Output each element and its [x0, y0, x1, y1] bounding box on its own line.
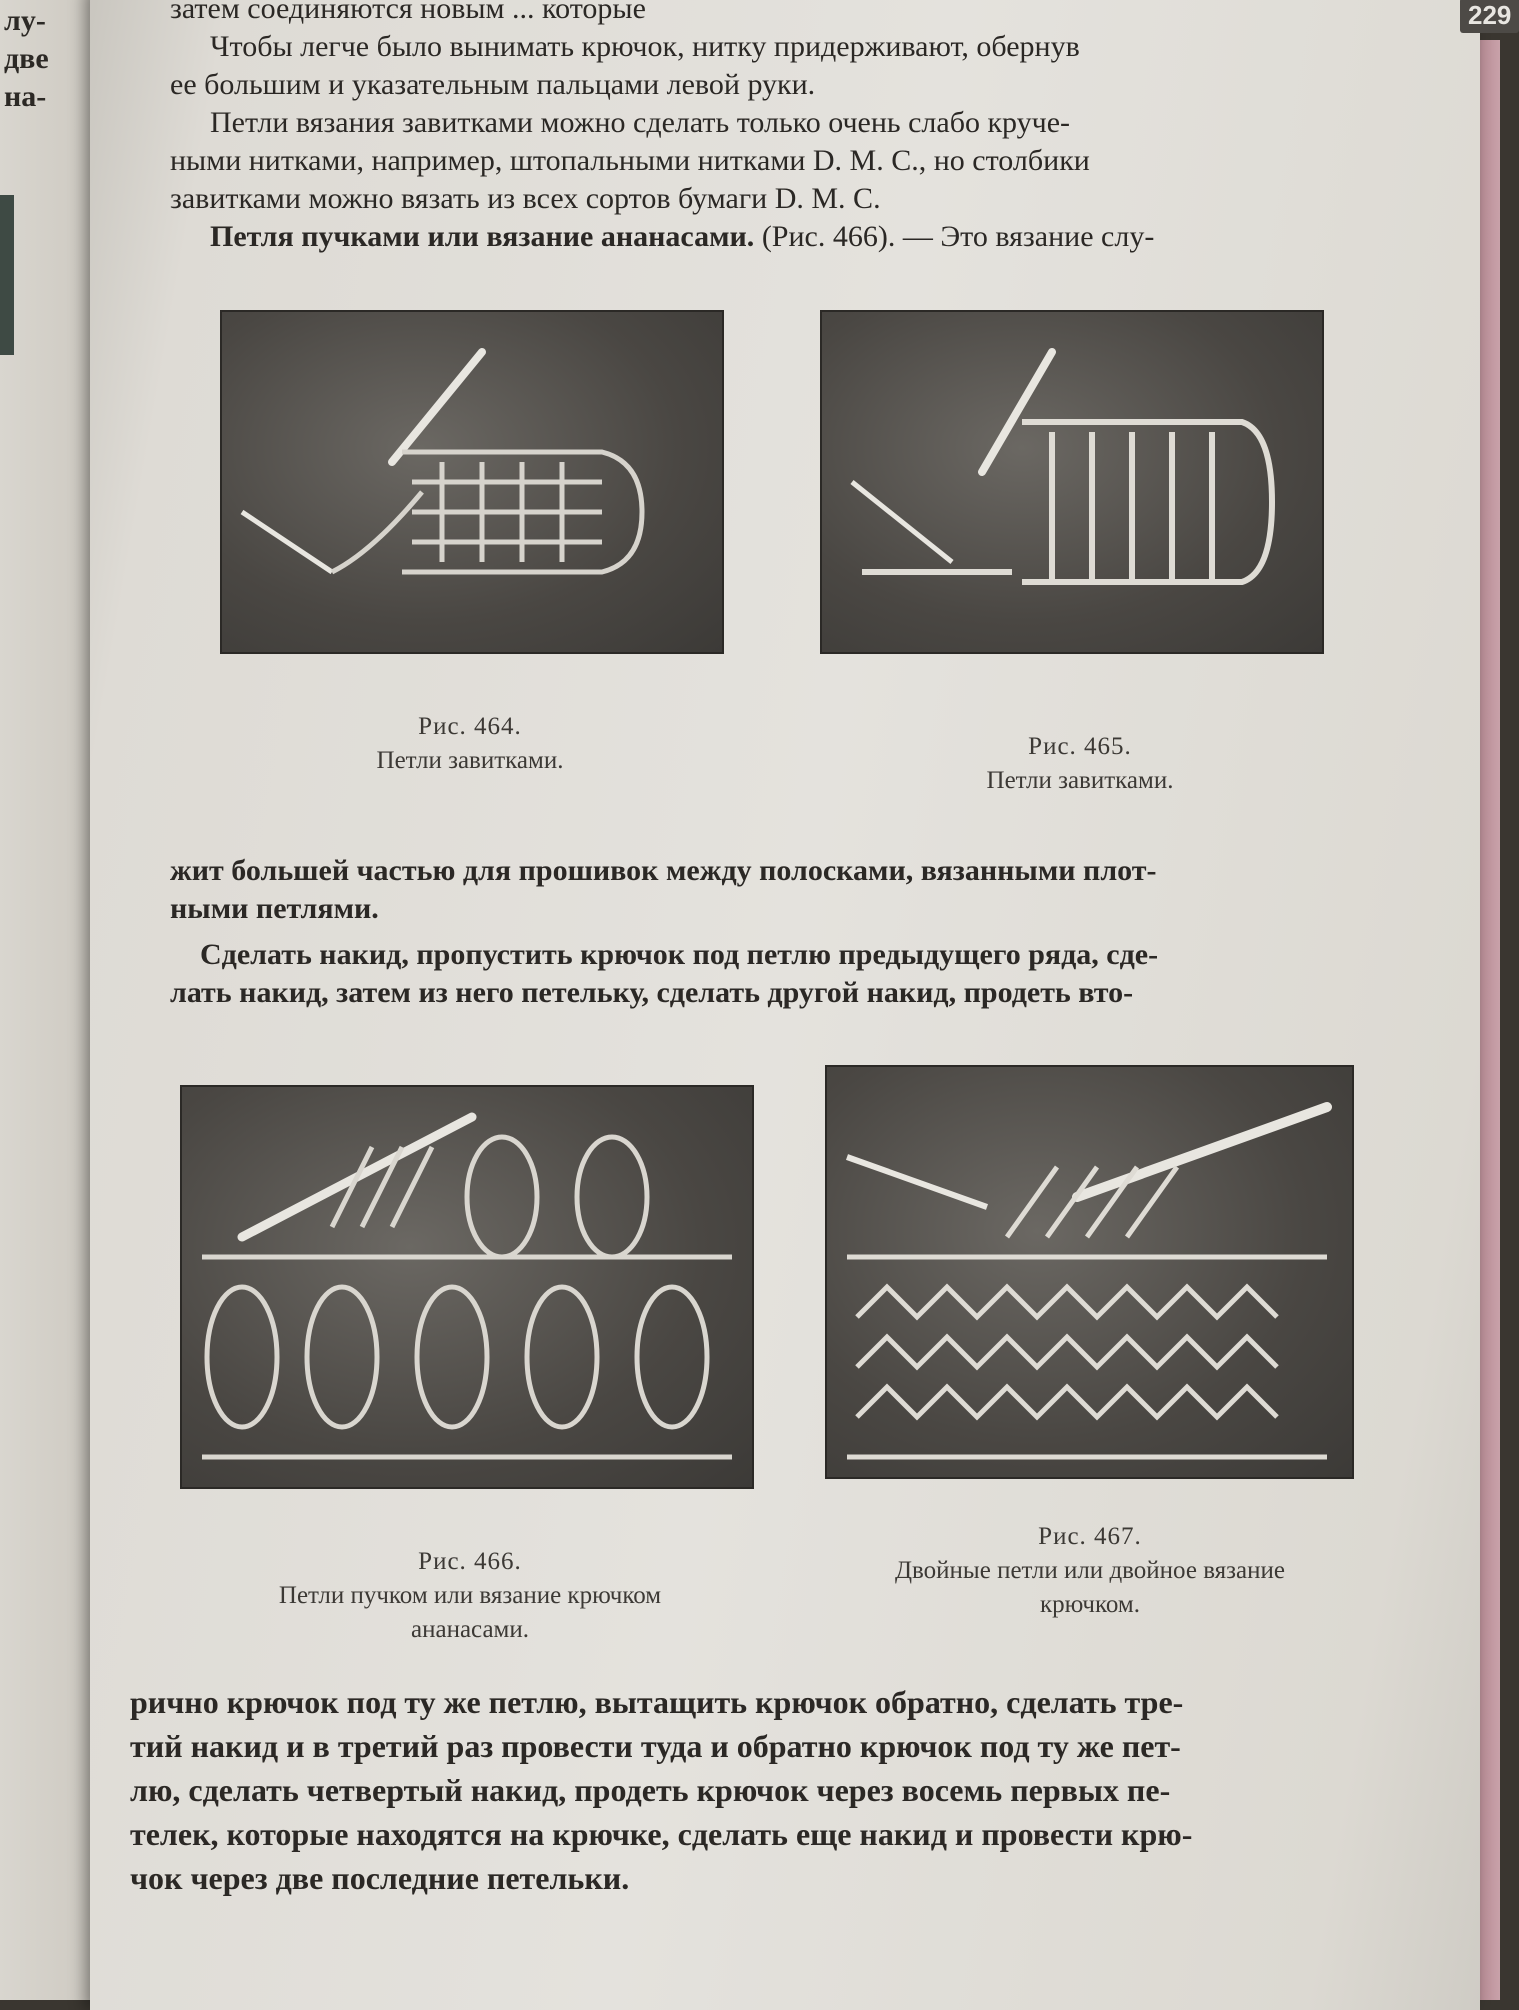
figure-466-image — [180, 1085, 754, 1489]
text-line: телек, которые находятся на крючке, сделать еще накид и провести крю- — [130, 1816, 1193, 1852]
book-page — [90, 0, 1512, 2010]
figure-number: Рис. 465. — [1028, 733, 1132, 760]
figure-466-caption — [150, 1545, 790, 1647]
left-page-fragment-2: две — [4, 42, 49, 75]
left-page-image-edge — [0, 195, 14, 355]
text-line: затем соединяются новым ... которые — [170, 0, 646, 25]
figure-number: Рис. 464. — [418, 713, 522, 740]
section-heading — [170, 218, 1450, 256]
section-heading-rest: (Рис. 466). — Это вязание слу- — [754, 220, 1155, 253]
middle-paragraphs — [170, 852, 1460, 1012]
figure-title: Петли завитками. — [986, 767, 1174, 794]
bottom-paragraph — [130, 1680, 1450, 1900]
figure-464-caption — [310, 710, 630, 778]
text-line: ее большим и указательным пальцами левой руки. — [170, 68, 816, 101]
text-line: Чтобы легче было вынимать крючок, нитку придерживают, обернув — [210, 30, 1080, 63]
crochet-swatch-illustration — [827, 1067, 1352, 1477]
figure-title: Двойные петли или двойное вязание — [894, 1557, 1285, 1584]
figure-465-image — [820, 310, 1324, 654]
text-line: Сделать накид, пропустить крючок под петлю предыдущего ряда, сде- — [200, 938, 1159, 971]
crochet-swatch-illustration — [222, 312, 722, 652]
text-line: лю, сделать четвертый накид, продеть крючок через восемь первых пе- — [130, 1772, 1171, 1808]
text-line: тий накид и в третий раз провести туда и обратно крючок под ту же пет- — [130, 1728, 1181, 1764]
figure-465-caption — [910, 730, 1250, 798]
figure-number: Рис. 466. — [418, 1548, 522, 1575]
text-line: лать накид, затем из него петельку, сделать другой накид, продеть вто- — [170, 976, 1134, 1009]
text-line: чок через две последние петельки. — [130, 1860, 630, 1896]
figure-464-image — [220, 310, 724, 654]
figure-title: крючком. — [1040, 1591, 1140, 1618]
page-number: 229 — [1460, 0, 1519, 33]
left-page-fragment-1: лу- — [4, 4, 46, 37]
left-page-fragment-3: на- — [4, 80, 47, 113]
figure-title: ананасами. — [411, 1616, 529, 1643]
figure-467-caption — [810, 1520, 1370, 1622]
text-line: жит большей частью для прошивок между полосками, вязанными плот- — [170, 854, 1157, 887]
text-line: ными нитками, например, штопальными нитками D. M. C., но столбики — [170, 144, 1090, 177]
figure-467-image — [825, 1065, 1354, 1479]
figure-number: Рис. 467. — [1038, 1523, 1142, 1550]
figure-title: Петли пучком или вязание крючком — [278, 1582, 662, 1609]
figure-title: Петли завитками. — [376, 747, 564, 774]
crochet-swatch-illustration — [822, 312, 1322, 652]
text-line: ными петлями. — [170, 892, 379, 925]
crochet-swatch-illustration — [182, 1087, 752, 1487]
text-line: рично крючок под ту же петлю, вытащить крючок обратно, сделать тре- — [130, 1684, 1184, 1720]
text-line: Петли вязания завитками можно сделать только очень слабо круче- — [210, 106, 1071, 139]
text-line: завитками можно вязать из всех сортов бумаги D. M. C. — [170, 182, 881, 215]
top-paragraphs — [170, 0, 1450, 256]
section-heading-bold: Петля пучками или вязание ананасами. — [210, 220, 755, 253]
